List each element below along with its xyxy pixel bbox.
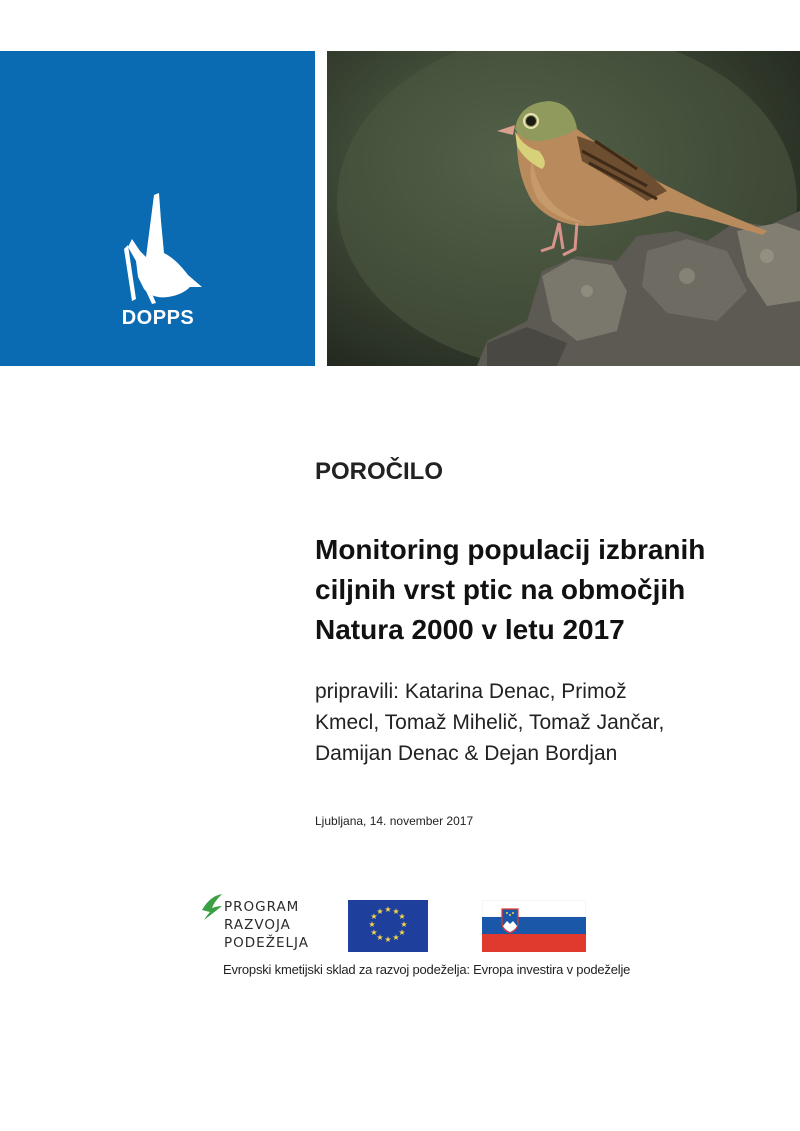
place-date: Ljubljana, 14. november 2017 <box>315 814 474 828</box>
svg-text:★: ★ <box>384 935 392 944</box>
eu-flag-icon <box>348 900 428 952</box>
report-label: POROČILO <box>315 458 444 485</box>
logo-text: DOPPS <box>121 307 195 329</box>
dopps-logo <box>106 191 210 331</box>
brand-panel <box>0 51 315 366</box>
svg-text:★: ★ <box>400 920 408 929</box>
slovenia-flag-icon <box>482 900 586 952</box>
svg-text:★: ★ <box>392 933 400 942</box>
svg-text:★: ★ <box>370 912 378 921</box>
svg-text:★: ★ <box>376 933 384 942</box>
bird-photo <box>327 51 800 366</box>
swallow-icon <box>200 892 224 922</box>
svg-text:★: ★ <box>392 907 400 916</box>
svg-text:★: ★ <box>370 928 378 937</box>
report-title: Monitoring populacij izbranih ciljnih vrst ptic na območjih Natura 2000 v letu 2017 <box>315 534 706 645</box>
svg-text:★: ★ <box>384 905 392 914</box>
bird-logo-icon <box>106 191 210 307</box>
slovenia-flag <box>482 900 586 952</box>
program-text: PROGRAM RAZVOJA PODEŽELJA <box>224 899 309 951</box>
ortolan-bunting-image <box>327 51 800 366</box>
program-razvoja-podezelja-logo <box>200 892 320 956</box>
svg-text:★: ★ <box>376 907 384 916</box>
svg-text:★: ★ <box>398 912 406 921</box>
svg-text:★: ★ <box>368 920 376 929</box>
svg-text:★: ★ <box>398 928 406 937</box>
eu-flag <box>348 900 428 952</box>
fund-line: Evropski kmetijski sklad za razvoj podeželja: Evropa investira v podeželje <box>223 962 631 977</box>
report-authors: pripravili: Katarina Denac, Primož Kmecl, Tomaž Mihelič, Tomaž Jančar, Damijan Denac & Dejan Bordjan <box>315 680 665 765</box>
